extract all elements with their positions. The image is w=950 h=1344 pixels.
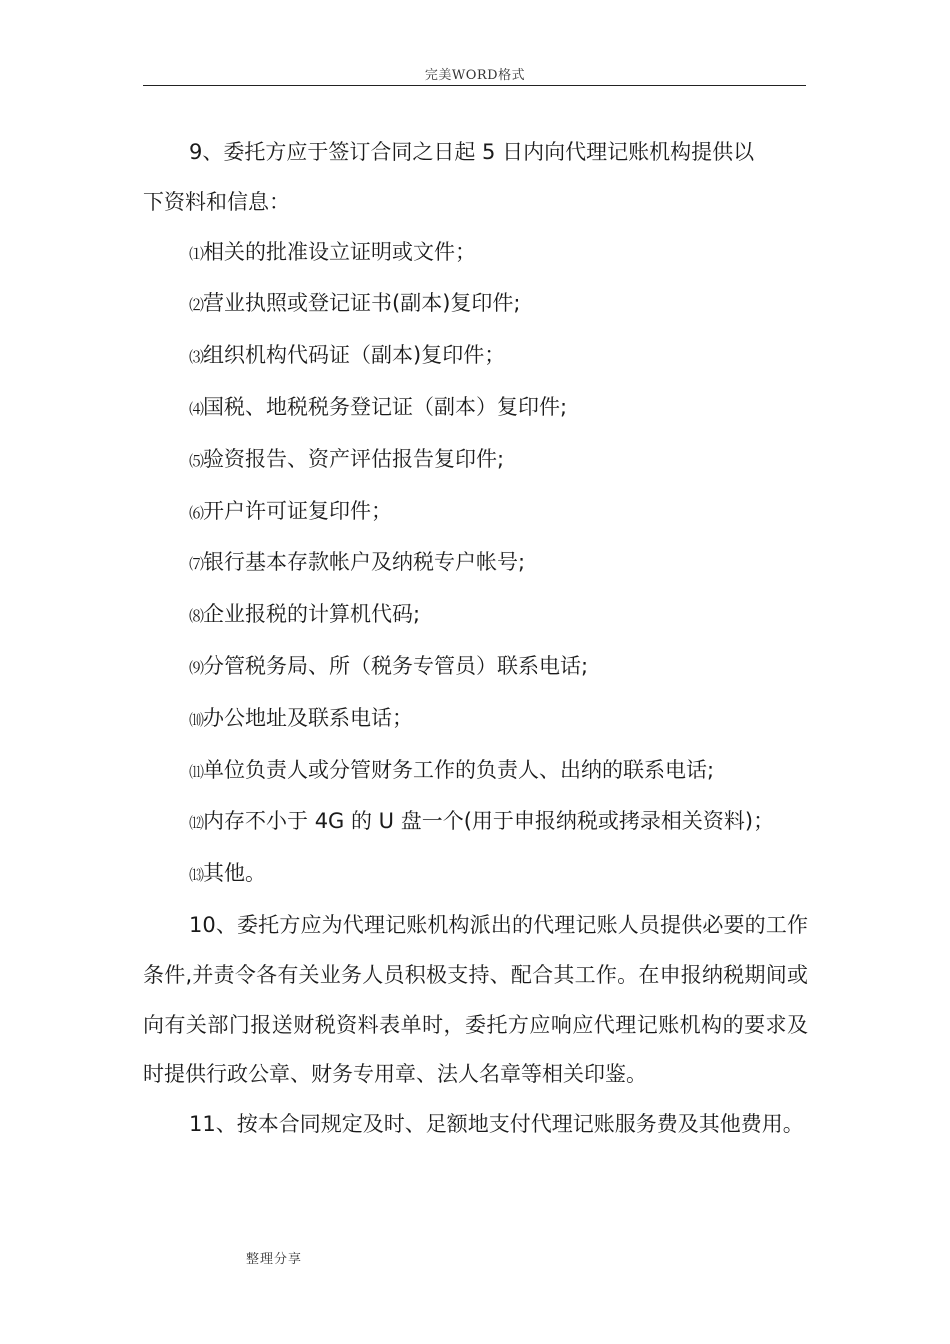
page-header: 完美WORD格式 (424, 68, 526, 83)
list-item-marker: ⑽ (189, 710, 204, 729)
list-item-text: 银行基本存款帐户及纳税专户帐号; (203, 550, 526, 575)
list-item-text: 其他。 (203, 861, 267, 886)
list-item-marker: ⑼ (189, 658, 204, 677)
list-item-marker: ⑶ (189, 348, 204, 367)
list-item-text: 内存不小于 4G 的 U 盘一个(用于申报纳税或拷录相关资料)； (203, 809, 775, 834)
list-item-text: 企业报税的计算机代码; (203, 602, 421, 627)
list-item (143, 435, 808, 487)
list-item (143, 331, 808, 383)
list-item-marker: ⑻ (189, 607, 204, 626)
list-item-text: 办公地址及联系电话； (203, 705, 414, 730)
list-item (143, 849, 808, 901)
list-item (143, 746, 808, 798)
list-item-marker: ⑺ (189, 555, 204, 574)
list-item-marker: ⑿ (189, 814, 204, 833)
header-divider (143, 85, 806, 86)
clause-9-line-1: 9、委托方应于签订合同之日起 5 日内向代理记账机构提供以 (189, 140, 755, 164)
list-item-text: 分管税务局、所（税务专管员）联系电话; (203, 653, 589, 678)
list-item (143, 642, 808, 694)
page-footer: 整理分享 (246, 1252, 303, 1267)
list-item-marker: ⑹ (189, 503, 204, 522)
list-item-text: 营业执照或登记证书(副本)复印件; (203, 291, 521, 316)
list-item (143, 228, 808, 280)
list-item-text: 国税、地税税务登记证（副本）复印件; (203, 394, 568, 419)
list-item-marker: ⑸ (189, 451, 204, 470)
list-item-text: 验资报告、资产评估报告复印件; (203, 446, 505, 471)
clause-9-line-2: 下资料和信息： (143, 189, 290, 214)
list-item (143, 538, 808, 590)
list-item-marker: ⑴ (189, 244, 204, 263)
document-body (143, 128, 808, 1150)
list-item-marker: ⑾ (189, 762, 204, 781)
list-item (143, 694, 808, 746)
clause-11: 11、按本合同规定及时、足额地支付代理记账服务费及其他费用。 (189, 1112, 804, 1137)
list-item-text: 组织机构代码证（副本)复印件； (203, 343, 506, 368)
list-item-marker: ⒀ (189, 866, 204, 885)
list-item-marker: ⑷ (189, 399, 204, 418)
list-item (143, 797, 808, 849)
list-item (143, 383, 808, 435)
list-item (143, 279, 808, 331)
list-item-text: 开户许可证复印件； (203, 498, 393, 523)
list-item (143, 590, 808, 642)
list-item-text: 单位负责人或分管财务工作的负责人、出纳的联系电话; (203, 757, 715, 782)
clause-10: 10、委托方应为代理记账机构派出的代理记账人员提供必要的工作条件,并责令各有关业务人员积极支持、配合其工作。在申报纳税期间或向有关部门报送财税资料表单时，委托方应响应代理记账机构的要求及时提供行政公章、财务专用章、法人名章等相关印鉴。 (143, 912, 808, 1087)
list-item (143, 487, 808, 539)
list-item-marker: ⑵ (189, 296, 204, 315)
list-item-text: 相关的批准设立证明或文件； (203, 239, 477, 264)
